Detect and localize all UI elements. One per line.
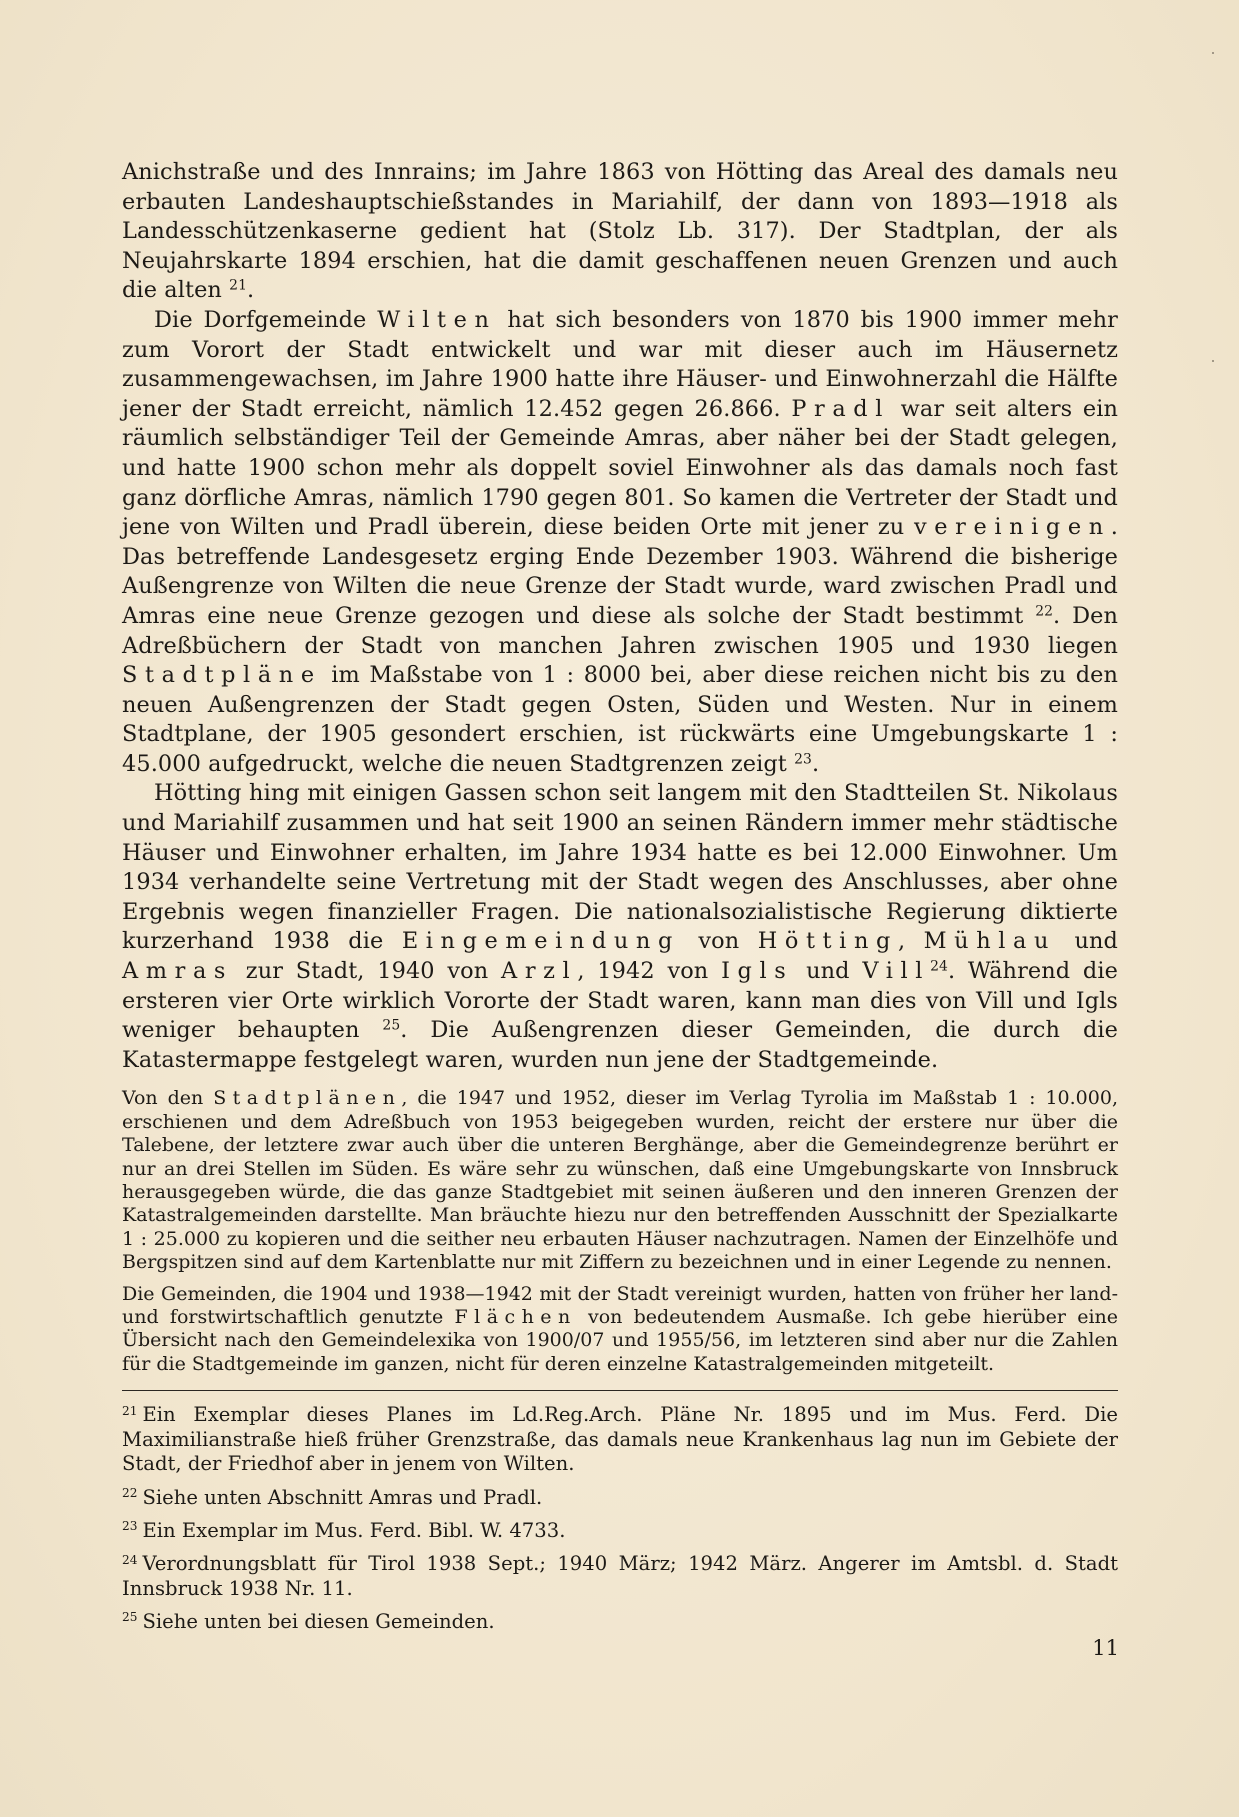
emphasized-text: Hötting	[757, 928, 898, 955]
footnote	[122, 1552, 1118, 1601]
footnote-number: 23	[122, 1519, 138, 1534]
footnote-ref: 21	[229, 277, 248, 294]
footnote-number: 25	[122, 1610, 138, 1625]
footnote-ref: 22	[1035, 603, 1054, 620]
paragraph	[122, 779, 1118, 1075]
emphasized-text: Stadtpläne	[122, 662, 322, 689]
text-run: und	[793, 958, 863, 985]
footnotes	[122, 1403, 1118, 1634]
page-number: 11	[1092, 1636, 1119, 1660]
text-run: und	[1056, 928, 1118, 955]
footnote-text: Ein Exemplar im Mus. Ferd. Bibl. W. 4733.	[142, 1518, 566, 1542]
footnote-number: 21	[122, 1403, 138, 1418]
text-run: Von den	[122, 1087, 214, 1110]
small-paragraph	[122, 1283, 1118, 1377]
text-run: .	[811, 750, 820, 777]
emphasized-text: Igls	[721, 958, 794, 985]
text-run: zur Stadt, 1940 von	[233, 958, 502, 985]
text-run: Die Gemeinden, die 1904 und 1938—1942 mit der Stadt vereinigt wurden, hatten von früher her land- und forstwirtschaftlich genutzte	[122, 1282, 1118, 1329]
text-run: hat sich besonders von 1870 bis 1900 immer mehr zum Vorort der Stadt entwickelt und war mit dieser auch im Häusernetz zusammengewachsen, im Jahre 1900 hatte ihre Häuser- und Einwohnerzahl die Hälfte jener der Stadt erreicht, nämlich 12.452 gegen 26.866.	[122, 306, 1118, 422]
footnote-ref: 23	[794, 751, 812, 768]
text-run: Anichstraße und des Innrains; im Jahre 1863 von Hötting das Areal des damals neu erbauten Landeshauptschießstandes in Mariahilf, der dann von 1893—1918 als Landesschützenkaserne gedient hat (Stolz Lb. 317). Der Stadtplan, der als Neujahrskarte 1894 erschien, hat die damit geschaffenen neuen Grenzen und auch die alten	[122, 159, 1118, 304]
footnote-text: Ein Exemplar dieses Planes im Ld.Reg.Arch. Pläne Nr. 1895 und im Mus. Ferd. Die Maximilianstraße hieß früher Grenzstraße, das damals neue Krankenhaus lag nun im Gebiete der Stadt, der Friedhof aber in jenem von Wilten.	[122, 1403, 1118, 1476]
main-text	[122, 158, 1118, 1075]
small-print-section	[122, 1087, 1118, 1376]
text-run: , die 1947 und 1952, dieser im Verlag Tyrolia im Maßstab 1 : 10.000, erschienen und dem Adreßbuch von 1953 beigegeben wurden, reicht der erstere nur über die Talebene, der letztere zwar auch über die unteren Berghänge, aber die Gemeindegrenze berührt er nur an drei Stellen im Süden. Es wäre sehr zu wünschen, daß eine Umgebungskarte von Innsbruck herausgegeben würde, die das ganze Stadtgebiet mit seinen äußeren und den inneren Grenzen der Katastralgemeinden darstellte. Man bräuchte hiezu nur den betreffenden Ausschnitt der Spezialkarte 1 : 25.000 zu kopieren und die seither neu erbauten Häuser nachzutragen. Namen der Einzelhöfe und Bergspitzen sind auf dem Kartenblatte nur mit Ziffern zu bezeichnen und in einer Legende zu nennen.	[122, 1087, 1118, 1274]
emphasized-text: Flächen	[454, 1306, 577, 1329]
text-run: von	[679, 928, 758, 955]
paragraph	[122, 306, 1118, 780]
footnote-number: 22	[122, 1485, 138, 1500]
emphasized-text: Mühlau	[923, 928, 1057, 955]
text-run: Die Dorfgemeinde	[154, 306, 378, 333]
text-run: Hötting hing mit einigen Gassen schon seit langem mit den Stadtteilen St. Nikolaus und Mariahilf zusammen und hat seit 1900 an seinen Rändern immer mehr städtische Häuser und Einwohner erhalten, im Jahre 1934 hatte es bei 12.000 Einwohner. Um 1934 verhandelte seine Vertretung mit der Stadt wegen des Anschlusses, aber ohne Ergebnis wegen finanzieller Fragen. Die nationalsozialistische Regierung diktierte kurzerhand 1938 die	[122, 780, 1118, 955]
emphasized-text: vereinigen	[914, 514, 1111, 541]
text-column	[122, 158, 1118, 1644]
small-paragraph	[122, 1087, 1118, 1274]
text-run: war seit alters ein räumlich selbständiger Teil der Gemeinde Amras, aber näher bei der Stadt gelegen, und hatte 1900 schon mehr als doppelt soviel Einwohner als das damals noch fast ganz dörfliche Amras, nämlich 1790 gegen 801. So kamen die Vertreter der Stadt und jene von Wilten und Pradl überein, diese beiden Orte mit jener zu	[122, 395, 1118, 541]
footnote-ref: 24	[930, 958, 948, 975]
footnote-ref: 25	[382, 1017, 401, 1034]
emphasized-text: Eingemeindung	[401, 928, 680, 955]
footnote-text: Verordnungsblatt für Tirol 1938 Sept.; 1940 März; 1942 März. Angerer im Amtsbl. d. Stadt Innsbruck 1938 Nr. 11.	[122, 1552, 1118, 1600]
text-run: . Das betreffende Landesgesetz erging Ende Dezember 1903. Während die bisherige Außengrenze von Wilten die neue Grenze der Stadt wurde, ward zwischen Pradl und Amras eine neue Grenze gezogen und diese als solche der Stadt bestimmt	[122, 514, 1118, 629]
text-run: im Maßstabe von 1 : 8000 bei, aber diese reichen nicht bis zu den neuen Außengrenzen der Stadt gegen Osten, Süden und Westen. Nur in einem Stadtplane, der 1905 gesondert erschien, ist rückwärts eine Umgebungskarte 1 : 45.000 aufgedruckt, welche die neuen Stadtgrenzen zeigt	[122, 662, 1118, 777]
footnote-rule	[122, 1390, 1118, 1391]
emphasized-text: Stadtplänen	[213, 1087, 402, 1110]
emphasized-text: Arzl	[501, 958, 578, 985]
paragraph	[122, 158, 1118, 306]
text-run: , 1942 von	[577, 958, 722, 985]
page-edge-mark	[1212, 52, 1214, 54]
emphasized-text: Pradl	[791, 395, 891, 422]
text-run: . Während die ersteren vier Orte wirklich Vororte der Stadt waren, kann man dies von Vill und Igls weniger behaupten	[122, 958, 1118, 1044]
footnote	[122, 1403, 1118, 1476]
footnote	[122, 1486, 1118, 1510]
footnote-text: Siehe unten Abschnitt Amras und Pradl.	[142, 1485, 543, 1509]
footnote	[122, 1519, 1118, 1543]
text-run: von bedeutendem Ausmaße. Ich gebe hierüber eine Übersicht nach den Gemeindelexika von 1900/07 und 1955/56, im letzteren sind aber nur die Zahlen für die Stadtgemeinde im ganzen, nicht für deren einzelne Katastralgemeinden mitgeteilt.	[122, 1306, 1118, 1375]
footnote-number: 24	[122, 1552, 138, 1567]
text-run: ,	[897, 928, 924, 955]
footnote	[122, 1610, 1118, 1634]
page-edge-mark	[1212, 360, 1214, 362]
text-run: .	[247, 277, 255, 304]
emphasized-text: Wilten	[377, 306, 497, 333]
text-run: . Den Adreßbüchern der Stadt von manchen Jahren zwischen 1905 und 1930 liegen	[122, 602, 1118, 659]
text-run: . Die Außengrenzen dieser Gemeinden, die durch die Katastermappe festgelegt waren, wurden nun jene der Stadtgemeinde.	[122, 1017, 1118, 1073]
emphasized-text: Amras	[122, 958, 234, 985]
emphasized-text: Vill	[862, 958, 931, 985]
footnote-text: Siehe unten bei diesen Gemeinden.	[142, 1610, 495, 1634]
